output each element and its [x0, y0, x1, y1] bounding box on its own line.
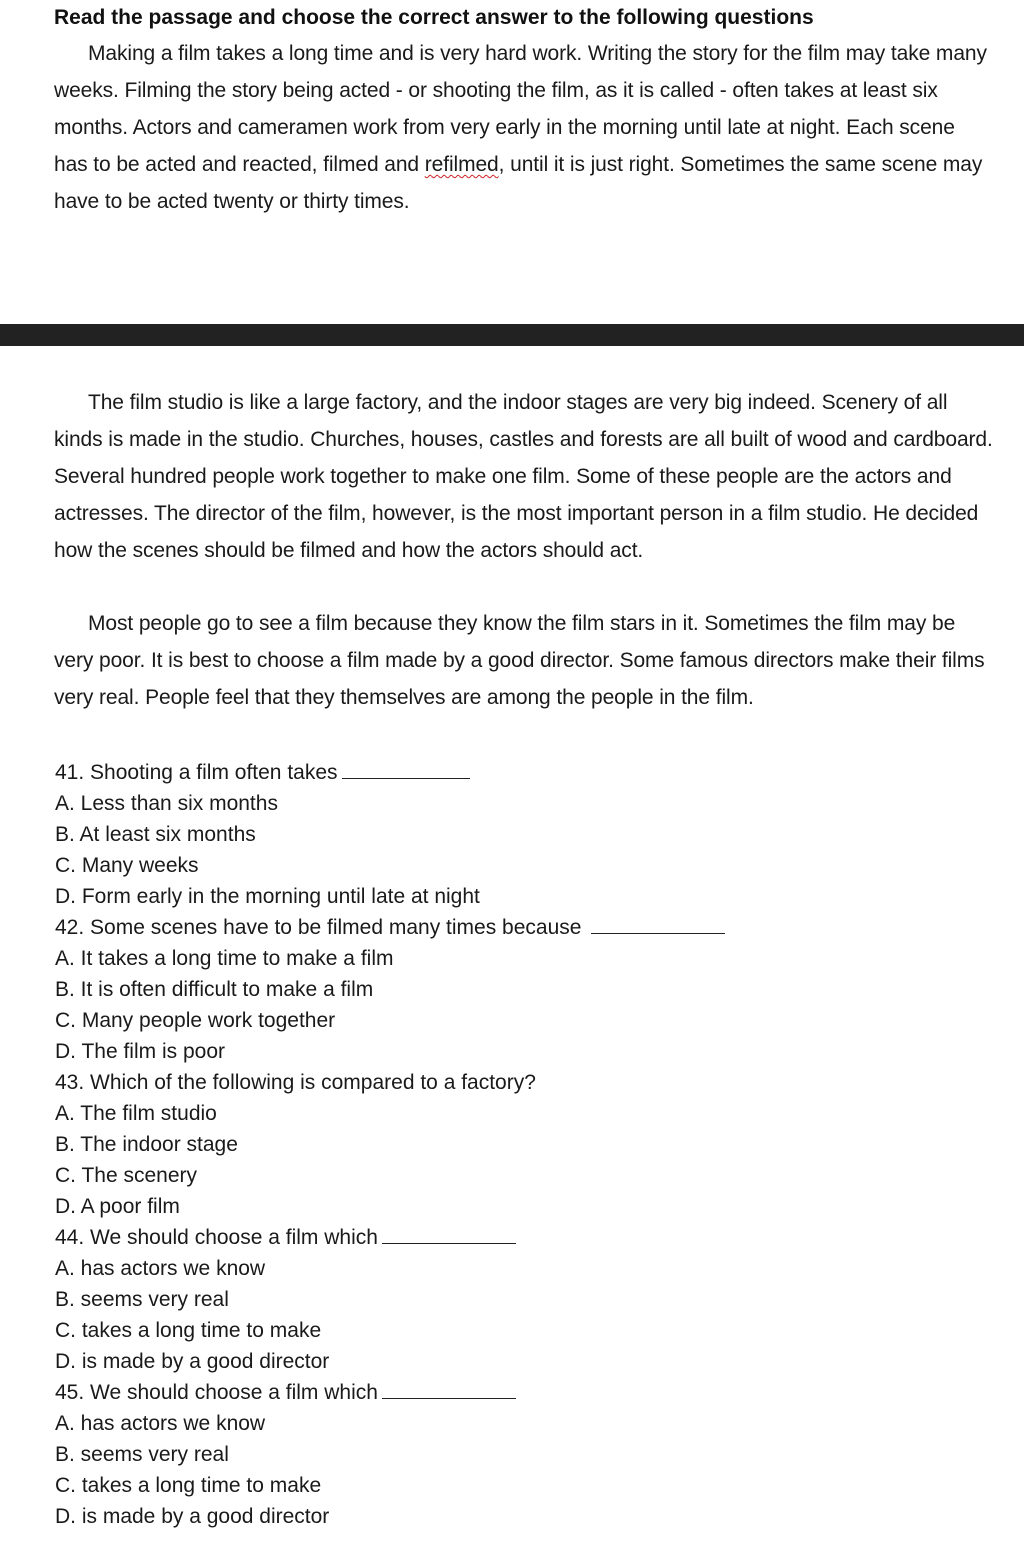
- question-43: 43. Which of the following is compared to a factory?: [55, 1071, 536, 1094]
- option-a: A. has actors we know: [55, 1412, 266, 1435]
- black-divider-bar: [0, 324, 1024, 346]
- question-41: [55, 757, 995, 788]
- option-b: B. It is often difficult to make a film: [55, 978, 374, 1001]
- option-c: C. Many weeks: [55, 854, 199, 877]
- option-d: D. is made by a good director: [55, 1350, 330, 1373]
- option-c: C. Many people work together: [55, 1009, 336, 1032]
- spellcheck-flagged-word: refilmed: [424, 153, 499, 176]
- option-d: D. The film is poor: [55, 1040, 225, 1063]
- option-a: A. It takes a long time to make a film: [55, 947, 394, 970]
- answer-blank: [342, 758, 470, 779]
- paragraph-1-text-start: Making a film takes a long time and is very hard work. Writing the story for the film may take many weeks. Filming the story being acted - or shooting the film, as it is called - often takes at least six months. Actors and cameramen work from very early in the morning until late at night. Each scene has to be acted and reacted, filmed and: [54, 42, 987, 176]
- answer-blank: [591, 913, 725, 934]
- question-42: [55, 912, 995, 943]
- question-stem: 44. We should choose a film which: [55, 1226, 378, 1249]
- passage-paragraph-1: [54, 35, 994, 220]
- option-b: B. seems very real: [55, 1443, 229, 1466]
- option-d: D. is made by a good director: [55, 1505, 330, 1528]
- option-a: A. The film studio: [55, 1102, 217, 1125]
- question-44: [55, 1222, 995, 1253]
- option-b: B. seems very real: [55, 1288, 229, 1311]
- question-list: [55, 757, 995, 1532]
- answer-blank: [382, 1223, 516, 1244]
- option-b: B. The indoor stage: [55, 1133, 238, 1156]
- option-c: C. takes a long time to make: [55, 1319, 322, 1342]
- option-d: D. A poor film: [55, 1195, 180, 1218]
- question-stem: 41. Shooting a film often takes: [55, 761, 338, 784]
- passage-paragraph-3: Most people go to see a film because they know the film stars in it. Sometimes the film may be very poor. It is best to choose a film made by a good director. Some famous directors make their films very real. People feel that they themselves are among the people in the film.: [54, 612, 985, 709]
- option-c: C. The scenery: [55, 1164, 198, 1187]
- option-c: C. takes a long time to make: [55, 1474, 322, 1497]
- page-heading: Read the passage and choose the correct answer to the following questions: [54, 6, 814, 29]
- option-b: B. At least six months: [55, 823, 256, 846]
- answer-blank: [382, 1378, 516, 1399]
- passage-paragraph-2: The film studio is like a large factory, and the indoor stages are very big indeed. Scenery of all kinds is made in the studio. Churches, houses, castles and forests are all built of wood and cardboard. Several hundred people work together to make one film. Some of these people are the actors and actresses. The director of the film, however, is the most important person in a film studio. He decided how the scenes should be filmed and how the actors should act.: [54, 391, 993, 562]
- question-45: [55, 1377, 995, 1408]
- option-d: D. Form early in the morning until late at night: [55, 885, 480, 908]
- option-a: A. has actors we know: [55, 1257, 266, 1280]
- question-stem: 45. We should choose a film which: [55, 1381, 378, 1404]
- paragraph-1-text-end: , until it is just right. Sometimes the same scene may have to be acted twenty or thirty times.: [54, 153, 983, 213]
- option-a: A. Less than six months: [55, 792, 278, 815]
- question-stem: 42. Some scenes have to be filmed many times because: [55, 916, 582, 939]
